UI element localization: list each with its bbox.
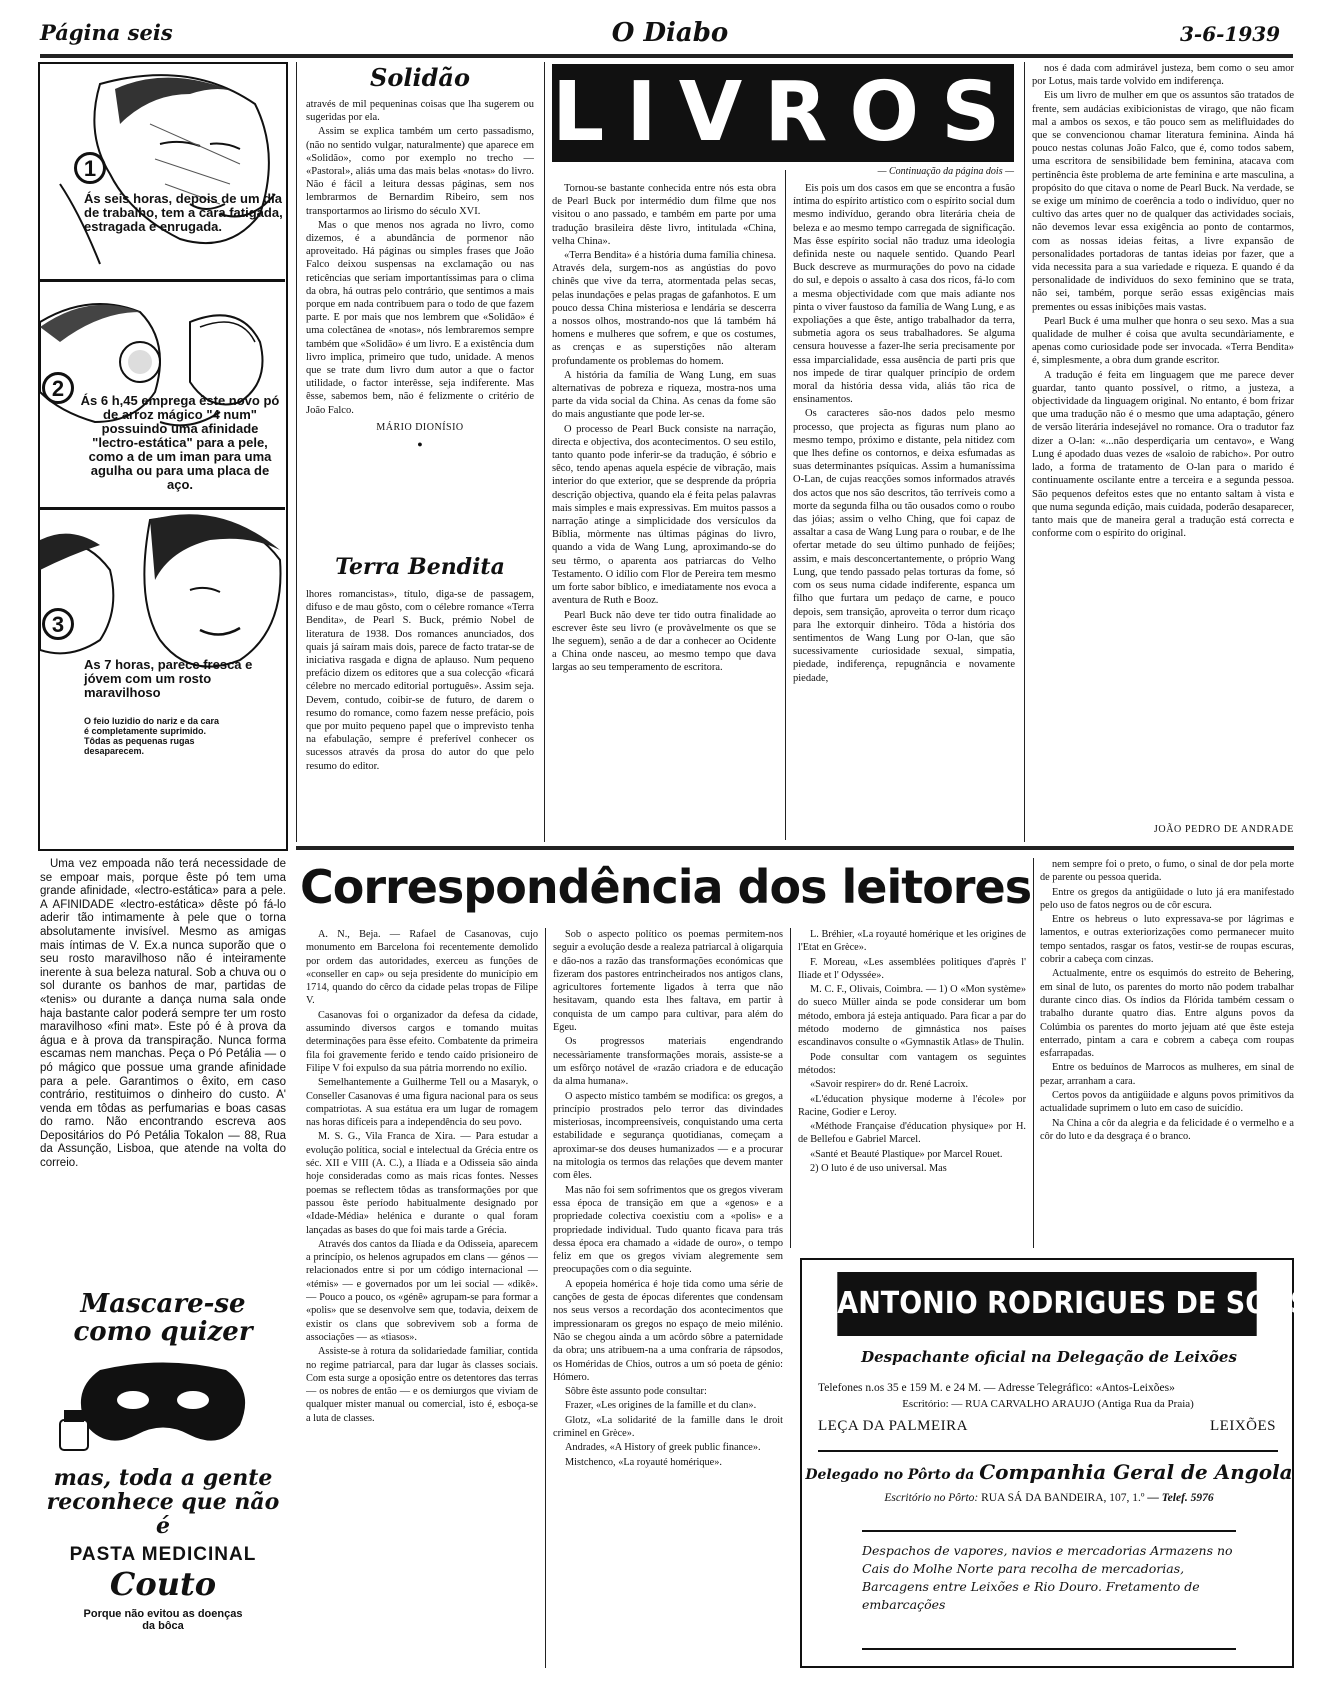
ad-panel-2 [40, 282, 285, 510]
corr-paragraph: Frazer, «Les origines de la famille et du clan». [565, 1400, 757, 1412]
livros-title: LIVROS [552, 65, 1023, 160]
corr-paragraph: Casanovas foi o organizador da defesa da cidade, assumindo diversos cargos e tomando muitas determinações para êsse efeito. Combatente da primeira fila foi gravemente ferido e tendo caído prisioneiro de Filipe V foi expulso da sua pátria morrendo no exílio. [306, 1009, 538, 1074]
corr-paragraph: Semelhantemente a Guilherme Tell ou a Masaryk, o Conseller Casanovas é uma figura nacional para os seus compatriotas. A sua estátua era um lugar de romagem nas horas difíceis para a independência do seu povo. [306, 1077, 538, 1129]
sousa-subtitle: Despachante oficial na Delegação de Leixões [861, 1348, 1237, 1366]
couto-ad [40, 1290, 286, 1660]
couto-ad-footer: Porque não evitou as doenças da bôca [83, 1608, 243, 1632]
column-rule [544, 62, 545, 842]
livros-paragraph: A história da família de Wang Lung, em suas alternativas de pobreza e riqueza, mostra-nos uma parte da vida social da China. As cenas da fome são do mais angustiante que pode ler-se. [552, 369, 776, 421]
sousa-town-left: LEÇA DA PALMEIRA [818, 1418, 968, 1434]
ad-panel-1 [40, 64, 285, 282]
sousa-delegate-prefix: Delegado no Pôrto da [805, 1467, 980, 1483]
livros-paragraph: A tradução é feita em linguagem que me parece dever guardar, tanto quanto possível, o ritmo, a justeza, a objectividade da linguagem original. No entanto, é bom frizar que uma tradução não é o mesmo que uma adaptação, género de versão literária indesejável no romance. Ora o tradutor faz dizer a O-lan: «...não desperdiçaria um centavo», e Wang Lung é apodado duas vezes de «saloio de rabicho». Por outro lado, a forma de tratamento de O-lan para o marido é continuamente oscilante entre a terceira e a segunda pessoa. São pequenos defeitos estes que no entanto saltam à vista e que numa segunda edição, mais cuidada, poderão desaparecer, tanto mais que de maneira geral a tradução está correcta e conforme com o espírito do original. [1032, 369, 1294, 540]
panel-1-text: Ás seis horas, depois de um dia de trabalho, tem a cara fatigada, estragada e enrugada. [84, 191, 283, 234]
mask-illustration [40, 1350, 286, 1460]
livros-paragraph: «Terra Bendita» é a história duma família chinesa. Através dela, surgem-nos as angústias do povo chinês que vive da terra, atormentada pelas secas, pelas inundações e pelas pragas de gafanhotos. E um pouco dessa China misteriosa e lendária se descerra a nossos olhos, mostrando-nos que lá também há homens e mulheres que sofrem, e que os costumes, as crenças e as superstições não alteram profundamente os problemas do homem. [552, 250, 776, 367]
solidao-article [306, 62, 534, 547]
corr-paragraph: Mas não foi sem sofrimentos que os gregos viveram essa época de transição em que a «genos» e a propriedade colectiva coexistiu com a «polis» e a propriedade individual. Tudo quanto ficava para trás dessa época era chamado a «idade de ouro», o tempo feliz em que os gregos viviam alegremente sem preocupações com o dia seguinte. [553, 1184, 783, 1276]
terra-bendita-paragraph: lhores romancistas», título, diga-se de passagem, difuso e de mau gôsto, com o célebre romance «Terra Bendita», de Pearl S. Buck, prémio Nobel de literatura de 1938. Dos romances anunciados, dos quais já saíram mais dois, parece de facto tratar-se de iniciativa rasgada e digna de aplauso. Num pequeno prefácio dizem os editores que a sua colecção «ficará célebre no mercado editorial português». Assim seja. Devem, contudo, coibir-se de futuro, de darem o resumo do romance, como fazem nesse prefácio, pois que por muito pequeno papel que o imprevisto tenha na efabulação, sempre é preferível conhecer os sucessos através da prosa do autor do que pelo resumo do editor. [306, 589, 534, 772]
sousa-name: ANTONIO RODRIGUES DE SOUSA [837, 1272, 1256, 1336]
couto-ad-middle: mas, toda a gente reconhece que não é [46, 1465, 280, 1539]
livros-paragraph: Eis pois um dos casos em que se encontra a fusão íntima do espírito artístico com o espírito social dum mesmo indivíduo, gerando obra literária cheia de beleza e ao mesmo tempo carregada de significação. Mas êsse espírito social não traduz uma ideologia definida neste ou naquele sentido. Quando Pearl Buck descreve as murmurações do povo na cidade do sul, e depois o assalto à casa dos ricos, fá-lo com a mesma objectividade com que mais adiante nos pinta o viver faustoso da família de Wang Lung, e as expoliações a que êste, antigo trabalhador da terra, submetia agora os seus trabalhadores. Se alguma censura houvesse a fazer-lhe seria precisamente por essa imparcialidade, essa ausência de parti pris que nos impede de tirar qualquer princípio de ordem moral da história dessa vida, aliás tão rica de ensinamentos. [793, 183, 1015, 406]
livros-paragraph: O processo de Pearl Buck consiste na narração, directa e objectiva, dos acontecimentos. O seu estilo, tanto quanto pode inferir-se da tradução, é sóbrio e sêco, tendo apenas aquela espécie de vibração, mais interior do que exterior, que se desprende da própria descrição objectiva, quando ela é feita pelas palavras mais simples e mais expressivas. Em muitos passos a narração atinge a simplicidade dos versículos da Bíblia, mòrmente nas últimas páginas do livro, quando a vida de Wang Lung, aproximando-se do seu têrmo, o aparenta aos patriarcas do Velho Testamento. O idílio com Flor de Pereira tem mesmo um forte sabor bíblico, e imediatamente nos evoca a aventura de Ruth e Booz. [552, 423, 776, 607]
corr-paragraph: Na China a côr da alegria e da felicidade é o vermelho e a côr do luto e da desgraça é o branco. [1040, 1117, 1294, 1142]
petalia-ad-frame [38, 62, 288, 851]
livros-paragraph: Pearl Buck é uma mulher que honra o seu sexo. Mas a sua qualidade de mulher é coisa que avulta secundàriamente, e apenas como curiosidade pode ser invocada. «Terra Bendita» é, simplesmente, a obra dum grande escritor. [1032, 315, 1294, 367]
livros-title-box [552, 64, 1023, 162]
sousa-porto-address: RUA SÁ DA BANDEIRA, 107, 1.º [981, 1492, 1145, 1504]
sousa-porto-line [802, 1492, 1296, 1504]
sousa-divider [818, 1450, 1278, 1452]
sousa-services-text: Despachos de vapores, navios e mercadorias Armazens no Cais do Molhe Norte para recolha de mercadorias, Barcagens entre Leixões e Rio Douro. Fretamento de embarcações [862, 1543, 1233, 1612]
corr-paragraph: «L'éducation physique moderne à l'école» por Racine, Godier e Leroy. [798, 1093, 1026, 1118]
panel-number-1: 1 [74, 152, 106, 184]
solidao-title: Solidão [370, 63, 470, 92]
column-rule [1024, 62, 1025, 842]
corr-paragraph: Entre os gregos da antigüidade o luto já era manifestado pelo uso de fatos negros ou de côr escura. [1040, 886, 1294, 911]
sousa-town-right: LEIXÕES [1210, 1418, 1276, 1434]
couto-brand-logo: Couto [109, 1565, 217, 1603]
sousa-phones: Telefones n.os 35 e 159 M. e 24 M. — Adresse Telegráfico: «Antos-Leixões» [818, 1382, 1175, 1394]
corr-paragraph: M. S. G., Vila Franca de Xira. — Para estudar a evolução política, social e intelectual da Grécia entre os séc. XII e VIII (A. C.), a Ilíada e a Odisseia são ainda hoje consideradas como as mais ricas fontes. Nesses poemas se reflectem tôdas as transformações por que passou êste período habitualmente designado por «Idade-Média» helénica e durante o qual foram lançadas as bases do que foi mais tarde a Grécia. [306, 1131, 538, 1236]
livros-paragraph: Eis um livro de mulher em que os assuntos são tratados de frente, sem audácias exibicionistas de virago, que não ficam mal a ambos os sexos, e tão pouco sem as melifluidades do que se convencionou chamar literatura feminina. Ainda há pouco nestas colunas João Falco, que é, como todos sabem, uma escritora de sensibilidade bem feminina, atacava com pertinência êste problema de arte feminina e arte masculina, a propósito do que citava o nome de Pearl Buck. Na verdade, se se exige um mínimo de coerência a todo o indivíduo, quer no cultivo das artes quer no de qualquer das actividades sociais, não devemos levar essa exigência ao ponto de contarmos, com as nossas ideias feitas, a livre expansão de personalidades portadoras de tantas ideias por fazer, que a vida necessita para a sua variedade e riqueza. E quando é da personalidade de indivíduos do sexo feminino que se trata, não sei, também, porque serão essas exigências mais prementes ou essas inibições mais vastas. [1032, 90, 1294, 313]
livros-continuation: — Continuação da página dois — [877, 166, 1014, 177]
solidao-paragraph: Mas o que menos nos agrada no livro, como dizemos, é a abundância de pormenor não aproveitado. Há páginas ou simples frases que João Falco deixou suspensas na exclamação ou nas reticências que seriam importantíssimas para o clima da obra, há outras pelo contrário, que sentimos a mais porque em nada contribuem para o todo de que fazem parte. E por mais que nos lembrem que «Solidão» é uma colectânea de «notas», nós lembraremos sempre também que «Solidão» é um livro. E a existência dum livro implica, primeiro que tudo, unidade. A menos que se trate dum livro dum autor a que o factor utilidade, o factor interêsse, seja indiferente. Mas êsse, sabemos bem, não é felizmente o critério de João Falco. [306, 219, 534, 416]
corr-paragraph: A. N., Beja. — Rafael de Casanovas, cujo monumento em Barcelona foi recentemente demolido por ordem das autoridades, exerceu as funções de «conseller en cap» ou seja presidente do município em 1714, quando do cêrco da cidade pelas tropas de Filipe V. [306, 929, 538, 1007]
corr-paragraph: M. C. F., Olivais, Coimbra. — 1) O «Mon système» do sueco Müller ainda se pode considerar um bom método, embora já esteja antiquado. Para ficar a par do método moderno de gimnástica nos países escandinavos consulte o «Gymnastik Atlas» de Thulin. [798, 984, 1026, 1049]
corr-paragraph: L. Bréhier, «La royauté homérique et les origines de l'Etat en Grèce». [798, 929, 1026, 954]
corr-paragraph: O aspecto místico também se modifica: os gregos, a princípio prostrados pelo terror das divindades misteriosas, incompreensíveis, conquistando uma certa estabilidade e segurança quotidianas, começam a aproximar-se dos deuses humanizados — e a procurar na mitologia os termos das relações que devem manter com êles. [553, 1090, 783, 1182]
solidao-signature: MÁRIO DIONÍSIO [376, 421, 464, 433]
corr-paragraph: nem sempre foi o preto, o fumo, o sinal de dor pela morte de parente ou pessoa querida. [1040, 859, 1294, 884]
livros-paragraph: nos é dada com admirável justeza, bem como o seu amor por Lotus, mais tarde volvido em indiferença. [1032, 63, 1294, 88]
corr-column-2 [553, 928, 783, 1668]
sousa-delegate-line [802, 1460, 1296, 1484]
corr-paragraph: Sob o aspecto político os poemas permitem-nos seguir a evolução desde a realeza patriarcal à oligarquia e dão-nos a razão das transformações económicas que fizeram dos pastores entrincheirados nos antigos clans, agricultores fortemente ligados à terra que não hesitavam, quando esta lhes faltava, em partir à conquista de um campo para cultivar, para além do Egeu. [553, 929, 783, 1034]
petalia-ad-body [40, 858, 286, 1278]
livros-column-1 [552, 182, 776, 837]
terra-bendita-article [306, 552, 534, 842]
column-rule [545, 928, 546, 1668]
ad-panel-3 [40, 510, 285, 851]
corr-paragraph: Pode consultar com vantagem os seguintes métodos: [798, 1051, 1026, 1076]
corr-paragraph: Através dos cantos da Ilíada e da Odisseia, aparecem a princípio, os helenos agrupados em clans — génos — relacionados entre si por um código internacional — «témis» — e governados por um lei social — «dikê». — Pouco a pouco, os «génê» agrupam-se para formar a «polis» que se desenvolve sem que, todavia, deixem de existir os clans que sobrevivem sob a forma de associações — as «tiasos». [306, 1238, 538, 1343]
corr-column-1 [306, 928, 538, 1668]
corr-column-3 [798, 928, 1026, 1248]
corr-paragraph: Entre os hebreus o luto expressava-se por lágrimas e lamentos, e outras exteriorizações como permanecer muito tempo sentados, rasgar os fatos, vestir-se de roupas escuras, cobrir a cabeça com cinzas. [1040, 914, 1294, 966]
corr-paragraph: F. Moreau, «Les assemblées politiques d'après l' Iliade et l' Odyssée». [798, 956, 1026, 981]
corr-paragraph: «Santé et Beauté Plastique» por Marcel Rouet. [810, 1148, 1003, 1160]
solidao-paragraph: através de mil pequeninas coisas que lha sugerem ou sugeridas por ela. [306, 99, 534, 124]
corr-paragraph: Andrades, «A History of greek public finance». [565, 1442, 761, 1454]
livros-column-3 [1032, 62, 1294, 822]
livros-column-2 [793, 182, 1015, 837]
sousa-ad [800, 1258, 1331, 1668]
column-rule [785, 170, 786, 840]
column-rule [1033, 858, 1034, 1248]
livros-paragraph: Os caracteres são-nos dados pelo mesmo processo, que projecta as figuras num plano ao mesmo tempo, próximo e distante, pela nitidez com que lhes define os contornos, e deixa esfumadas as suas determinantes psíquicas. Assim a humaníssima O-Lan, de cujas reacções somos informados através dos actos que nos são descritos, tão terríveis como a morte da segunda filha ou tão ousados como o roubo das jóias; assim o velho Ching, que foi capaz de assaltar a casa de Wang Lung para o roubar, e de lhe ofertar metade do seu último punhado de feijões; assim, e mais desconcertantemente, o próprio Wang Lung, que tendo passado pelas torturas da fome, só com os seus numa cidade indiferente, espanca um filho que furtara um pedaço de carne, e pouco depois, sem transição, aproveita o terror dum ricaço para lhe extorquir dinheiro. Tôda a história dos sentimentos de Wang Lung por O-lan, que são sucessivamente curiosidade sexual, simpatia, piedade, indiferença, repugnância e novamente piedade, [793, 408, 1015, 684]
corr-paragraph: Assiste-se à rotura da solidariedade familiar, contida no regime patriarcal, para dar lugar às classes sociais. Com esta surge a oposição entre os detentores das terras — os nobres de então — e os demiurgos que viviam de qualquer mister manual ou comercial, isto é, esboça-se a luta de classes. [306, 1346, 538, 1424]
sousa-porto-label: Escritório no Pôrto: [884, 1492, 979, 1504]
corr-paragraph: Sôbre êste assunto pode consultar: [565, 1386, 707, 1398]
correspondencia-title: Correspondência dos leitores [300, 860, 1032, 914]
sousa-delegate-company: Companhia Geral de Angola [979, 1460, 1293, 1484]
panel-3-main-text: As 7 horas, parece fresca e jóvem com um rosto maravilhoso [84, 657, 253, 700]
livros-signature: JOÃO PEDRO DE ANDRADE [1153, 824, 1294, 835]
corr-paragraph: Actualmente, entre os esquimós do estreito de Behering, em sinal de luto, os parentes do morto não podem trabalhar durante cinco dias. Os índios da Flórida também cessam o trabalho durante quatro dias. Entre alguns povos da Colúmbia os parentes do morto jejuam até que êste esteja enterrado, pintam a cara e cobrem a cabeça com roupas esfarrapadas. [1040, 968, 1294, 1060]
separator-dot: ● [417, 439, 423, 450]
terra-bendita-title: Terra Bendita [335, 554, 505, 580]
petalia-ad-text: Uma vez empoada não terá necessidade de se empoar mais, porque êste pó tem uma grande afinidade, «lectro-estática» para a pele. A AFINIDADE «lectro-estática» dêste pó fá-lo aderir tão intimamente à pele que o torna absolutamente invisível. Mesmo as amigas mais íntimas de V. Ex.a nunca suporão que o seu rosto maravilhoso não é inteiramente inerente à sua beleza natural. Sob a chuva ou o sol durante os banhos de mar, partidas de «tenis» ou durante a dança numa sala onde haja bastante calor poderá sempre ter um rosto maravilhoso «fini mat». Este pó é à prova da água e à prova da transpiração. Nunca forma escamas nem manchas. Peça o Pó Petália — o pó mágico que possue uma grande afinidade para a pele. Garantimos o êxito, em caso contrário, restituimos o dinheiro do custo. A' venda em tôdas as perfumarias e boas casas do ramo. Não encontrando escreva aos Depositários do Pó Petália Tokalon — 88, Rua da Assunção, Lisboa, que atende na volta do correio. [40, 858, 286, 1170]
panel-number-3: 3 [42, 608, 74, 640]
sousa-services-box [862, 1530, 1236, 1650]
corr-paragraph: Entre os beduínos de Marrocos as mulheres, em sinal de pezar, arranham a cara. [1040, 1062, 1294, 1087]
corr-paragraph: Glotz, «La solidarité de la famille dans le droit criminel en Grèce». [553, 1414, 783, 1439]
section-rule [296, 846, 1294, 850]
panel-3-small-text: O feio luzidio do nariz e da cara é completamente suprimido. Tôdas as pequenas rugas desaparecem. [84, 716, 220, 756]
corr-paragraph: A epopeia homérica é hoje tida como uma série de canções de gesta de épocas diferentes que condensam nos seus versos a recordação dos acontecimentos que impressionaram os gregos no espaço de meio milénio. Não se chegou ainda a um acôrdo sôbre a paternidade da obra; uns atribuem-na a uma confraria de rápsodos, os Homéridas de Chios, outros a um só poeta de génio: Hómero. [553, 1278, 783, 1383]
livros-paragraph: Tornou-se bastante conhecida entre nós esta obra de Pearl Buck por intermédio dum filme que nos visitou o ano passado, e também em parte por uma tradução brasileira dêste livro, intitulada «China, velha China». [552, 183, 776, 247]
issue-date: 3-6-1939 [1180, 22, 1281, 46]
column-rule [790, 928, 791, 1248]
corr-paragraph: Certos povos da antigüidade e alguns povos primitivos da actualidade suprimem o luto em caso de suicídio. [1040, 1090, 1294, 1115]
corr-column-4 [1040, 858, 1294, 1248]
column-rule [296, 62, 297, 842]
corr-paragraph: «Savoir respirer» do dr. René Lacroix. [810, 1079, 969, 1091]
panel-2-text: Ás 6 h,45 emprega êste novo pó de arroz mágico "4 num" possuindo uma afinidade "lectro-estática" para a pele, como a de um iman para uma agulha ou para uma placa de aço. [80, 393, 280, 492]
newspaper-title: O Diabo [611, 18, 729, 48]
corr-paragraph: 2) O luto é de uso universal. Mas [810, 1163, 947, 1175]
sousa-porto-phone: — Telef. 5976 [1147, 1492, 1214, 1504]
livros-paragraph: Pearl Buck não deve ter tido outra finalidade ao escrever êste seu livro (e provàvelmente os que se lhe seguem), senão a de dar a conhecer ao Ocidente a China onde nasceu, ao mesmo tempo que dava largas ao seu temperamento de escritora. [552, 609, 776, 674]
corr-paragraph: Os progressos materiais engendrando necessàriamente transformações morais, assiste-se a um esfôrço notável de «razão criadora e de educação da alma humana». [553, 1036, 783, 1088]
sousa-office: Escritório: — RUA CARVALHO ARAUJO (Antiga Rua da Praia) [902, 1398, 1194, 1410]
couto-ad-tagline: Mascare-se como quizer [73, 1289, 253, 1347]
corr-paragraph: «Méthode Française d'éducation physique» por H. de Bellefou e Gabriel Marcel. [798, 1121, 1026, 1146]
page-number: Página seis [40, 20, 173, 45]
solidao-paragraph: Assim se explica também um certo passadismo, (não no sentido vulgar, naturalmente) que aparece em «Solidão», como por exemplo no trecho — «Pastoral», aliás uma das mais belas «notas» do livro. Não é fácil a leitura dessas páginas, sem nos lembrarmos de Bernardim Ribeiro, sem nos transportarmos ao lirismo do século XVI. [306, 126, 534, 217]
couto-brand-line: PASTA MEDICINAL [69, 1544, 257, 1565]
corr-paragraph: Mistchenco, «La royauté homérique». [565, 1456, 722, 1468]
header-rule [40, 54, 1293, 58]
panel-number-2: 2 [42, 372, 74, 404]
